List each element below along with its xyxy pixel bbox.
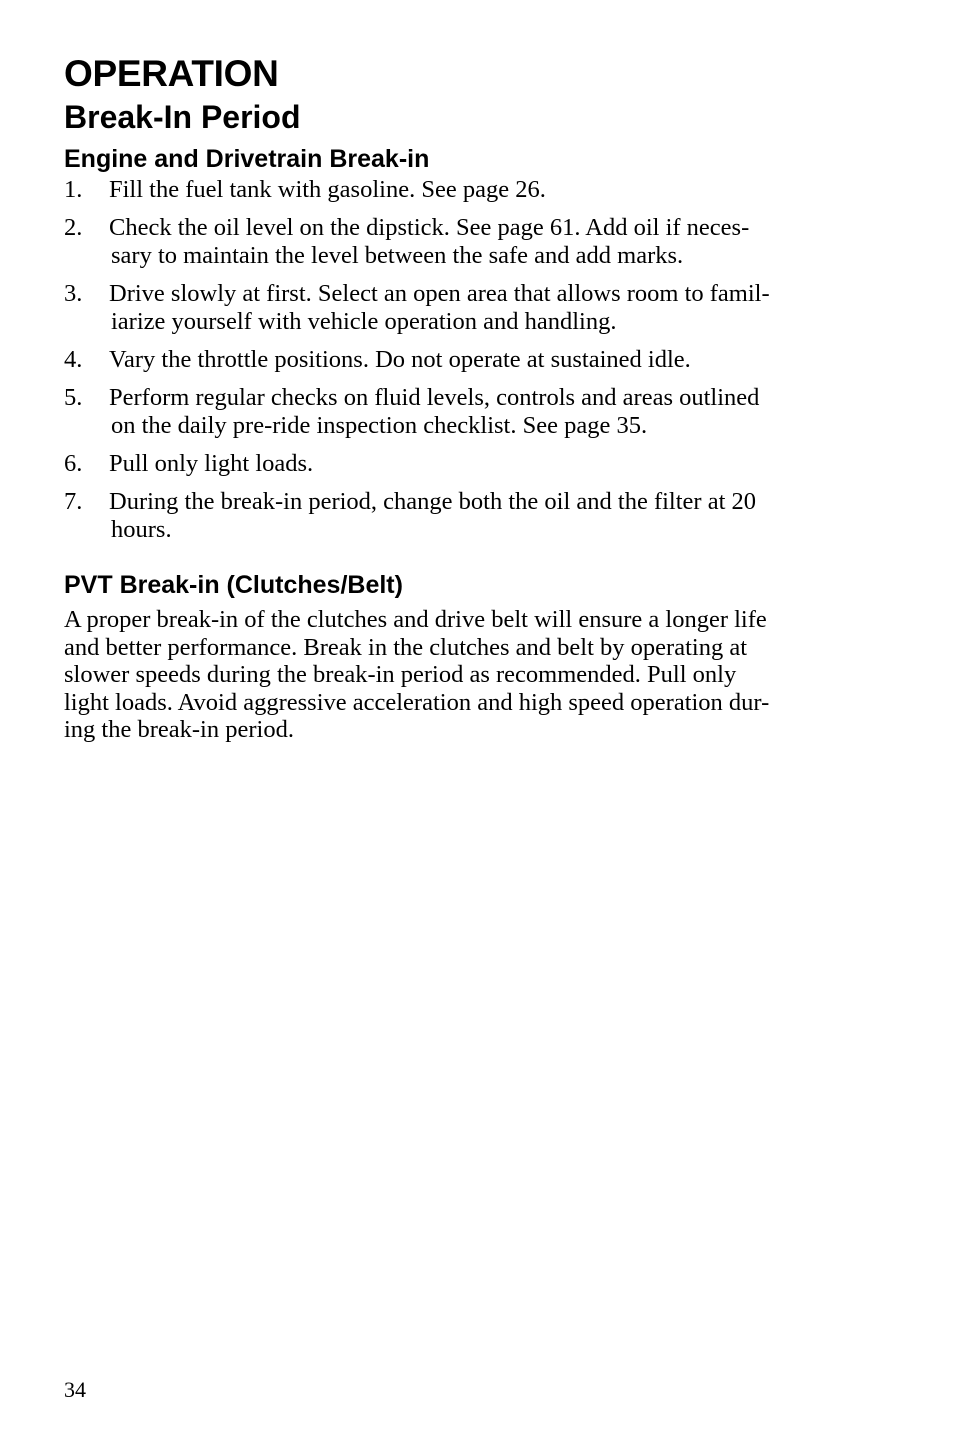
step-number: 1. <box>64 176 83 203</box>
step-item <box>64 450 864 478</box>
step-text <box>110 450 864 478</box>
step-line: iarize yourself with vehicle operation and handling. <box>111 308 617 335</box>
step-number: 4. <box>64 346 83 373</box>
engine-break-in-steps <box>64 176 864 544</box>
step-line: Drive slowly at first. Select an open area that allows room to famil- <box>109 280 770 307</box>
step-line: Pull only light loads. <box>109 450 314 477</box>
manual-page <box>64 52 864 744</box>
pvt-break-in-heading: PVT Break-in (Clutches/Belt) <box>64 571 403 599</box>
step-text <box>110 488 864 544</box>
engine-break-in-heading: Engine and Drivetrain Break-in <box>64 145 430 173</box>
step-number: 2. <box>64 214 83 241</box>
step-number: 5. <box>64 384 83 411</box>
step-item <box>64 176 864 204</box>
step-line: on the daily pre-ride inspection checklist. See page 35. <box>111 412 648 439</box>
paragraph-line: A proper break-in of the clutches and drive belt will ensure a longer life <box>64 606 767 633</box>
step-item <box>64 488 864 544</box>
step-item <box>64 384 864 440</box>
step-item <box>64 280 864 336</box>
step-number: 6. <box>64 450 83 477</box>
step-item <box>64 346 864 374</box>
step-line: Perform regular checks on fluid levels, controls and areas outlined <box>109 384 760 411</box>
step-item <box>64 214 864 270</box>
step-number: 3. <box>64 280 83 307</box>
section-title: OPERATION <box>64 53 279 94</box>
step-line: hours. <box>111 516 172 543</box>
step-text <box>110 346 864 374</box>
paragraph-line: ing the break-in period. <box>64 716 294 743</box>
paragraph-line: and better performance. Break in the clutches and belt by operating at <box>64 633 747 661</box>
paragraph-line: slower speeds during the break-in period as recommended. Pull only <box>64 661 737 688</box>
step-number: 7. <box>64 488 83 515</box>
page-heading: Break-In Period <box>64 99 301 135</box>
step-text <box>110 214 864 270</box>
step-text <box>110 176 864 204</box>
step-line: sary to maintain the level between the safe and add marks. <box>111 242 684 269</box>
step-line: Vary the throttle positions. Do not operate at sustained idle. <box>109 346 691 373</box>
pvt-break-in-paragraph <box>64 606 864 744</box>
paragraph-line: light loads. Avoid aggressive acceleration and high speed operation dur- <box>64 688 770 716</box>
step-text <box>110 384 864 440</box>
step-line: Fill the fuel tank with gasoline. See page 26. <box>109 176 546 203</box>
page-number: 34 <box>64 1377 86 1402</box>
step-text <box>110 280 864 336</box>
step-line: During the break-in period, change both the oil and the filter at 20 <box>109 488 757 515</box>
step-line: Check the oil level on the dipstick. See page 61. Add oil if neces- <box>109 214 750 241</box>
